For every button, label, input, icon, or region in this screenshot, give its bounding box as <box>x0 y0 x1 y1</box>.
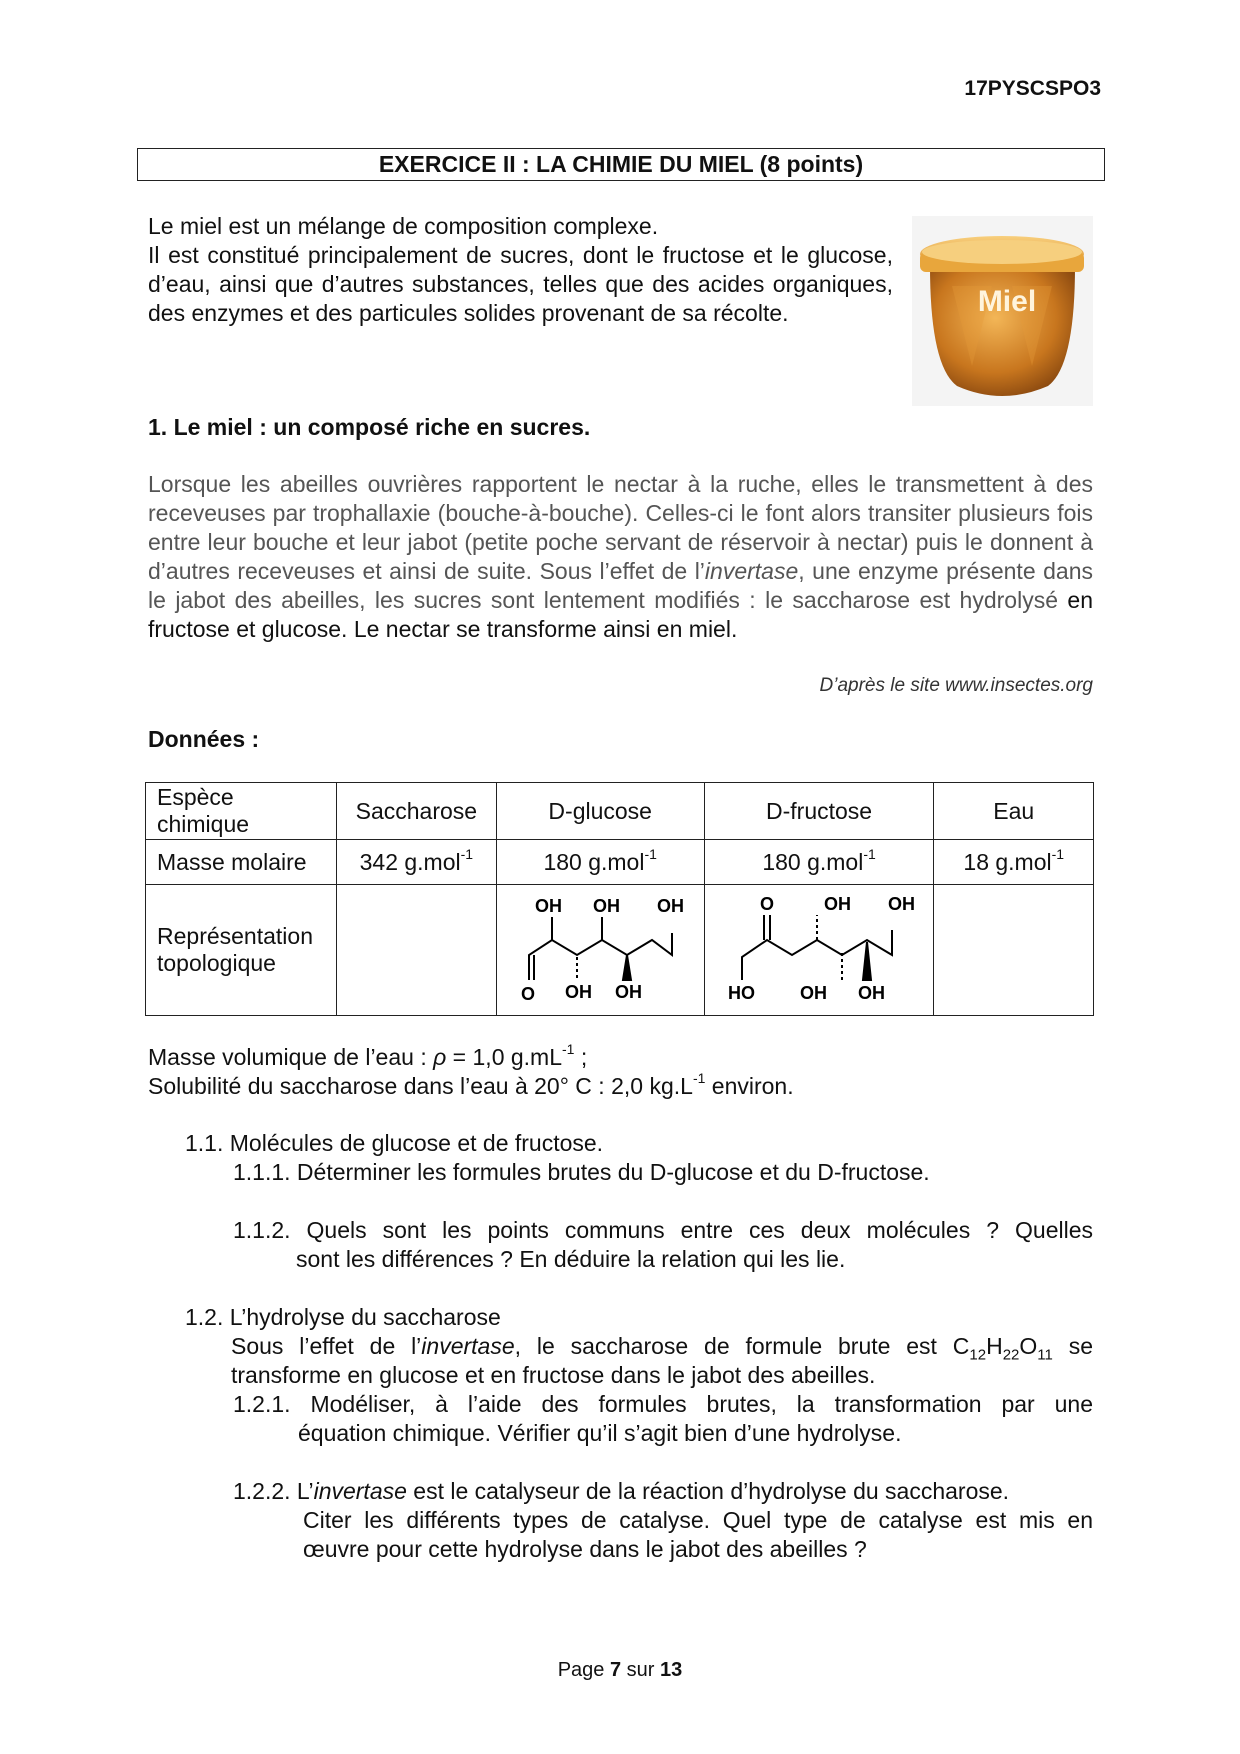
svg-text:O: O <box>521 984 536 1004</box>
svg-text:OH: OH <box>858 983 886 1003</box>
water-properties <box>148 1043 794 1101</box>
svg-text:OH: OH <box>593 896 621 916</box>
svg-text:O: O <box>760 894 775 914</box>
table-cell: D-glucose <box>496 783 704 840</box>
question-1-1-2-cont: sont les différences ? En déduire la relation qui les lie. <box>296 1246 846 1272</box>
table-cell: Représentation topologique <box>146 885 337 1016</box>
fructose-topology <box>712 885 926 1009</box>
table-cell: 180 g.mol$^{-1}$ <box>496 840 704 885</box>
table-cell: Saccharose <box>336 783 496 840</box>
svg-text:OH: OH <box>888 894 916 914</box>
fructose-structure-cell <box>704 885 934 1016</box>
question-1-2-1: 1.2.1. Modéliser, à l’aide des formules brutes, la transformation par une <box>233 1391 1093 1417</box>
page-footer: Page 7 sur 13 <box>557 1659 683 1681</box>
question-1-2-1-cont: équation chimique. Vérifier qu’il s’agit bien d’une hydrolyse. <box>298 1420 902 1446</box>
svg-text:OH: OH <box>565 982 593 1002</box>
exercise-title: EXERCICE II : LA CHIMIE DU MIEL (8 points) <box>137 148 1105 181</box>
table-row <box>146 840 1094 885</box>
section-1-heading: 1. Le miel : un composé riche en sucres. <box>148 414 591 440</box>
intro-line-1: Le miel est un mélange de composition complexe. <box>148 213 659 239</box>
document-code: 17PYSCSPO3 <box>964 77 1101 100</box>
table-cell: Masse molaire <box>146 840 337 885</box>
table-cell <box>934 885 1094 1016</box>
paragraph-part-3: en fructose et glucose. Le nectar se transforme ainsi en miel. <box>148 587 1094 642</box>
paragraph-part-2: , une enzyme présente dans le jabot des abeilles, les sucres sont lentement modifiés : le saccharose est hydrolysé <box>148 558 1093 613</box>
table-cell: 342 g.mol$^{-1}$ <box>336 840 496 885</box>
svg-text:OH: OH <box>800 983 828 1003</box>
glucose-topology <box>507 885 693 1009</box>
question-1-2-2: 1.2.2. L’invertase est le catalyseur de la réaction d’hydrolyse du saccharose. <box>233 1478 1010 1504</box>
table-cell: Espèce chimique <box>146 783 337 840</box>
question-1-1-1: 1.1.1. Déterminer les formules brutes du D-glucose et du D-fructose. <box>233 1159 930 1185</box>
table-row <box>146 885 1094 1016</box>
table-cell <box>336 885 496 1016</box>
svg-text:OH: OH <box>615 982 643 1002</box>
paragraph-part-1: Lorsque les abeilles ouvrières rapportent le nectar à la ruche, elles le transmettent à des receveuses par trophallaxie (bouche-à-bouche). Celles-ci le font alors transiter plusieurs fois entre leur bouche et leur jabot (petite poche servant de réservoir à nectar) puis le donnent à d’autres receveuses et ainsi de suite. Sous l’effet de l’ <box>148 471 1093 584</box>
question-1-1: 1.1. Molécules de glucose et de fructose. <box>185 1130 604 1156</box>
table-cell: Eau <box>934 783 1094 840</box>
honey-paragraph <box>148 470 1093 644</box>
table-cell: 18 g.mol$^{-1}$ <box>934 840 1094 885</box>
svg-text:OH: OH <box>535 896 563 916</box>
question-1-1-2: 1.1.2. Quels sont les points communs entre ces deux molécules ? Quelles <box>233 1217 1093 1243</box>
question-1-2-2-cont-2: œuvre pour cette hydrolyse dans le jabot des abeilles ? <box>303 1536 867 1562</box>
table-cell: 180 g.mol$^{-1}$ <box>704 840 934 885</box>
svg-text:OH: OH <box>824 894 852 914</box>
solubility-line: Solubilité du saccharose dans l’eau à 20° C : 2,0 $kg.L^{-1}$ environ. <box>148 1070 794 1099</box>
table-row <box>146 783 1094 840</box>
source-citation: D’après le site www.insectes.org <box>819 675 1093 696</box>
density-line: Masse volumique de l’eau : ρ = 1,0 $g.mL^{-1}$ ; <box>148 1041 588 1070</box>
paragraph-invertase: invertase <box>704 558 799 584</box>
svg-text:OH: OH <box>657 896 685 916</box>
intro-line-2: Il est constitué principalement de sucres, dont le fructose et le glucose, d’eau, ainsi que d’autres substances, telles que des acides organiques, des enzymes et des particules solides provenant de sa récolte. <box>148 242 893 326</box>
table-cell: D-fructose <box>704 783 934 840</box>
question-1-2-2-cont: Citer les différents types de catalyse. Quel type de catalyse est mis en <box>303 1507 1093 1533</box>
donnees-heading: Données : <box>148 726 260 752</box>
intro-text <box>148 212 893 328</box>
question-1-2: 1.2. L’hydrolyse du saccharose <box>185 1304 501 1330</box>
svg-text:HO: HO <box>728 983 756 1003</box>
honey-jar-image <box>912 216 1093 406</box>
jar-label: Miel <box>977 285 1037 318</box>
question-1-2-text: Sous l’effet de l’invertase, le saccharose de formule brute est $C_{12}H_{22}O_{11}$ se <box>231 1333 1093 1364</box>
glucose-structure-cell <box>496 885 704 1016</box>
question-1-2-text-cont: transforme en glucose et en fructose dans le jabot des abeilles. <box>231 1362 876 1388</box>
data-table <box>145 782 1094 1016</box>
